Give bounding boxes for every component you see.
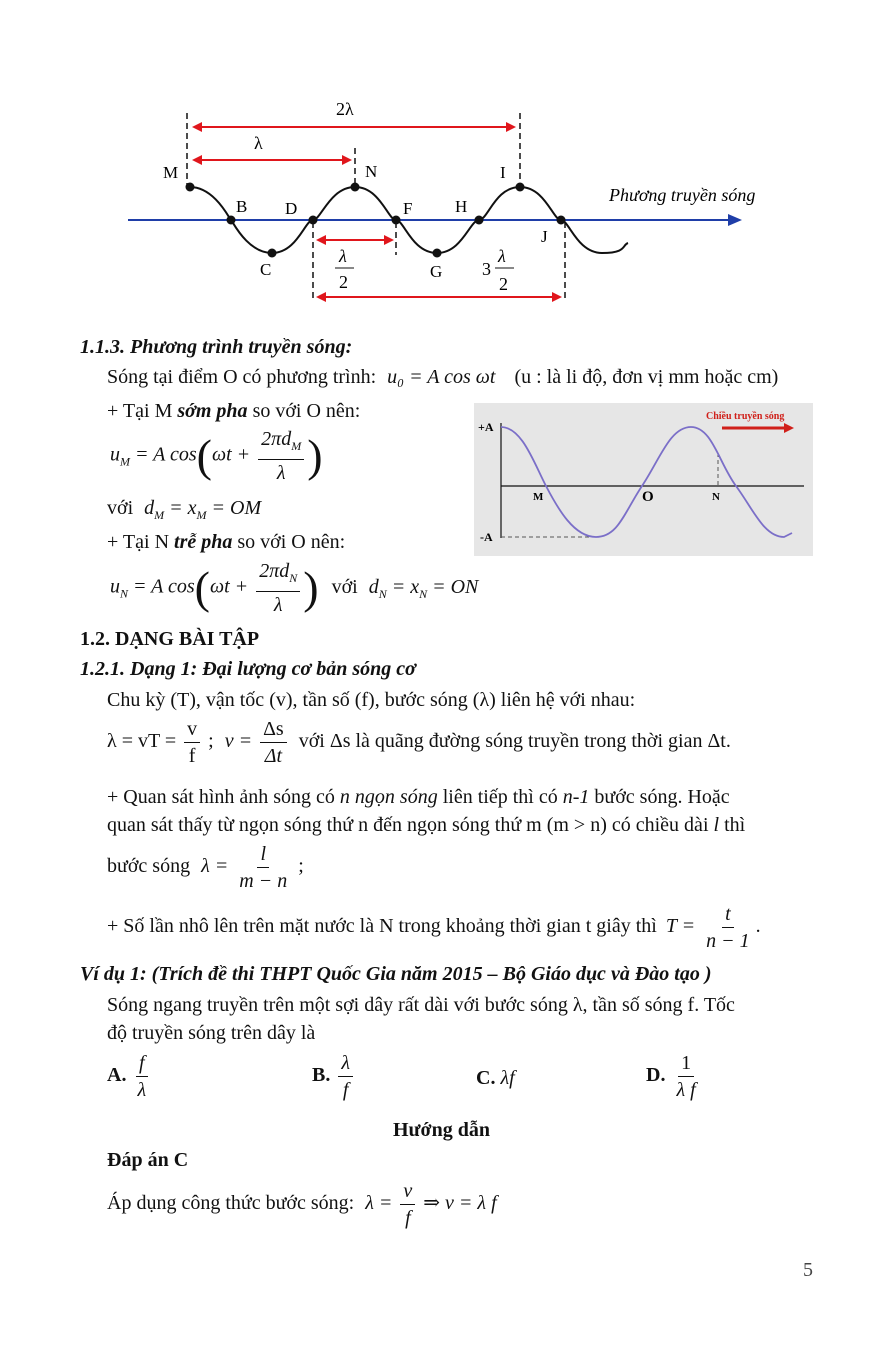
option-c: C. λf — [476, 1067, 515, 1089]
point-b — [227, 216, 236, 225]
heading-1-2-1: 1.2.1. Dạng 1: Đại lượng cơ bản sóng cơ — [80, 658, 416, 680]
obs-line-2: quan sát thấy từ ngọn sóng thứ n đến ngọn sóng thứ m (m > n) có chiều dài l thì — [107, 814, 746, 836]
label-three-coef: 3 — [482, 259, 491, 279]
label-c: C — [260, 260, 272, 279]
label-graph-m: M — [533, 491, 544, 503]
line-n-lead: + Tại N trễ pha so với O nên: — [107, 531, 346, 553]
label-f: F — [403, 199, 413, 218]
heading-1-2: 1.2. DẠNG BÀI TẬP — [80, 628, 260, 650]
line-m-lead: + Tại M sớm pha so với O nên: — [107, 400, 361, 422]
label-three-num: λ — [498, 246, 506, 266]
label-plus-a: +A — [478, 420, 494, 434]
example-heading: Ví dụ 1: (Trích đề thi THPT Quốc Gia năm 2015 – Bộ Giáo dục và Đào tạo ) — [80, 963, 712, 985]
label-graph-direction: Chiều truyền sóng — [706, 411, 785, 422]
label-three-den: 2 — [499, 274, 508, 294]
label-lambda: λ — [254, 133, 263, 153]
question-line-2: độ truyền sóng trên dây là — [107, 1022, 316, 1044]
point-c — [268, 249, 277, 258]
page-number: 5 — [803, 1259, 813, 1281]
option-d: D. $\frac{1}{\text{λ f}}$ — [646, 1052, 696, 1101]
label-graph-n: N — [712, 491, 720, 503]
label-graph-o: O — [642, 489, 654, 505]
label-j: J — [541, 227, 548, 246]
line-dm: với $d_M = x_M$ = OM — [107, 497, 262, 522]
point-f — [392, 216, 401, 225]
guide-heading: Hướng dẫn — [393, 1119, 491, 1141]
intro-line: Chu kỳ (T), vận tốc (v), tần số (f), bước sóng (λ) liên hệ với nhau: — [107, 689, 636, 711]
count-line: + Số lần nhô lên trên mặt nước là N trong khoảng thời gian t giây thì T = $\frac{t}{n - 1}$ . — [107, 903, 761, 952]
label-i: I — [500, 163, 506, 182]
answer-line: Đáp án C — [107, 1149, 189, 1171]
line-o-equation: Sóng tại điểm O có phương trình: u₀ = A cos ωt (u : là li độ, đơn vị mm hoặc cm) — [107, 366, 779, 388]
point-i — [516, 183, 525, 192]
point-j — [557, 216, 566, 225]
point-h — [475, 216, 484, 225]
label-d: D — [285, 199, 298, 218]
wave-graph — [474, 403, 813, 556]
axis-arrowhead — [728, 214, 742, 226]
point-d — [309, 216, 318, 225]
obs-line-1: + Quan sát hình ảnh sóng có n ngọn sóng liên tiếp thì có n-1 bước sóng. Hoặc — [107, 786, 730, 808]
label-half-lambda-den: 2 — [339, 272, 348, 292]
option-b: B. $\frac{\lambda}{f}$ — [312, 1052, 356, 1101]
label-n: N — [365, 162, 378, 181]
heading-1-1-3: 1.1.3. Phương trình truyền sóng: — [80, 336, 353, 358]
label-h: H — [455, 197, 468, 216]
label-b: B — [236, 197, 248, 216]
label-g: G — [430, 262, 443, 281]
label-minus-a: -A — [480, 530, 493, 544]
point-m — [186, 183, 195, 192]
point-g — [433, 249, 442, 258]
label-m: M — [163, 163, 179, 182]
wave-diagram — [0, 0, 895, 330]
obs-line-3: bước sóng λ = $\frac{l}{m - n}$ ; — [107, 843, 304, 892]
equation-un: $u_N = A$ cos(ωt + $\frac{2\pi d_N}{\lambda}$ ) với $d_N = x_N$ = ON — [110, 560, 479, 616]
apply-line: Áp dụng công thức bước sóng: λ = $\frac{v}{f}$ ⇒ v = λ f — [107, 1180, 497, 1229]
question-line-1: Sóng ngang truyền trên một sợi dây rất dài với bước sóng λ, tần số sóng f. Tốc — [107, 994, 735, 1016]
option-a: A. $\frac{f}{\lambda}$ — [107, 1052, 147, 1101]
label-two-lambda: 2λ — [336, 99, 354, 119]
equation-um: $u_M = A$ cos(ωt + $\frac{2\pi d_M}{\lambda}$ ) — [110, 428, 323, 484]
label-half-lambda-num: λ — [339, 246, 347, 266]
basic-formulas: λ = vT = $\frac{v}{f}$ ; v = $\frac{\Delta s}{\Delta t}$ với Δs là quãng đường sóng truyền trong thời gian Δt. — [107, 718, 731, 767]
label-direction: Phương truyền sóng — [609, 185, 756, 205]
point-n — [351, 183, 360, 192]
